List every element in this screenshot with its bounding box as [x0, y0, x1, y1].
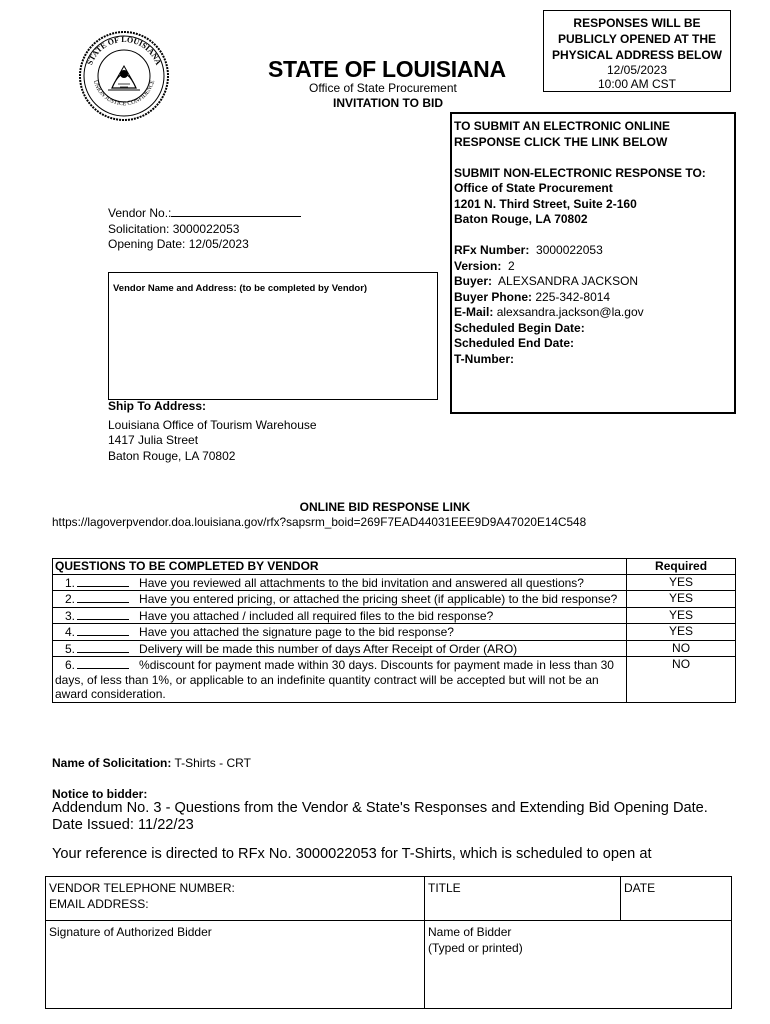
notice-line-2: Date Issued: 11/22/23 — [52, 817, 194, 833]
notice-line-3: Your reference is directed to RFx No. 3000022053 for T-Shirts, which is scheduled to open at — [52, 846, 652, 862]
electronic-line-1: TO SUBMIT AN ELECTRONIC ONLINE — [454, 119, 670, 133]
table-row — [53, 607, 736, 624]
table-row — [46, 877, 732, 921]
table-row — [53, 657, 736, 703]
required-value: NO — [627, 657, 736, 703]
question-number: 1. — [65, 575, 76, 590]
answer-field[interactable] — [77, 591, 129, 603]
address-line-2: 1201 N. Third Street, Suite 2-160 — [454, 196, 637, 211]
answer-field[interactable] — [77, 608, 129, 620]
t-number-row: T-Number: — [454, 351, 514, 366]
bidder-name-cell[interactable] — [425, 921, 732, 1009]
table-row — [53, 574, 736, 591]
table-row — [53, 591, 736, 608]
question-number: 3. — [65, 608, 76, 623]
vendor-address-box[interactable] — [108, 272, 438, 400]
title-label: TITLE — [428, 881, 461, 895]
buyer-phone-row: Buyer Phone: 225-342-8014 — [454, 289, 611, 304]
solicitation-name-label: Name of Solicitation: — [52, 756, 172, 770]
vendor-phone-label: VENDOR TELEPHONE NUMBER: — [49, 881, 235, 895]
address-line-3: Baton Rouge, LA 70802 — [454, 212, 588, 226]
opening-date: 12/05/2023 — [606, 63, 668, 77]
version-row: Version: 2 — [454, 258, 515, 273]
ship-to-line-3: Baton Rouge, LA 70802 — [108, 448, 236, 463]
answer-field[interactable] — [77, 657, 129, 669]
online-link-url[interactable]: https://lagoverpvendor.doa.louisiana.gov/rfx?sapsrm_boid=269F7EAD44031EEE9D9A47020E14C548 — [52, 515, 587, 529]
svg-text:UNION JUSTICE CONFIDENCE: UNION JUSTICE CONFIDENCE — [91, 79, 157, 108]
opening-time: 10:00 AM CST — [597, 77, 677, 91]
question-text: Have you attached the signature page to the bid response? — [139, 625, 454, 639]
question-number: 4. — [65, 625, 76, 639]
begin-date-row: Scheduled Begin Date: — [454, 320, 585, 335]
vendor-address-label: Vendor Name and Address: (to be completed by Vendor) — [113, 283, 368, 294]
required-value: YES — [627, 624, 736, 641]
submission-info-box — [450, 112, 736, 414]
vendor-no-field[interactable] — [171, 205, 301, 217]
question-text: %discount for payment made within 30 days. Discounts for payment made in less than 30 days, of less than 1%, or applicable to an indefinite quantity contract will be accepted but will not be an award consideration. — [55, 658, 614, 701]
question-number: 6. — [65, 658, 76, 672]
required-value: NO — [627, 640, 736, 657]
question-text: Have you attached / included all required files to the bid response? — [139, 608, 494, 623]
questions-header-row — [53, 559, 736, 575]
questions-table — [52, 558, 736, 703]
question-number: 5. — [65, 641, 76, 656]
question-text: Have you entered pricing, or attached the pricing sheet (if applicable) to the bid response? — [139, 592, 618, 606]
required-header: Required — [627, 559, 736, 575]
opening-date-row: Opening Date: 12/05/2023 — [108, 237, 249, 251]
state-title: STATE OF LOUISIANA — [268, 56, 506, 82]
answer-field[interactable] — [77, 624, 129, 636]
notice-line-1: Addendum No. 3 - Questions from the Vendor & State's Responses and Extending Bid Opening Date. — [52, 800, 708, 816]
vendor-no-row: Vendor No.: — [108, 205, 301, 222]
signature-cell[interactable] — [46, 921, 425, 1009]
table-row — [53, 624, 736, 641]
office-name: Office of State Procurement — [309, 81, 457, 95]
opening-notice-box — [543, 10, 731, 92]
bidder-name-label: Name of Bidder — [428, 925, 512, 939]
doc-type: INVITATION TO BID — [333, 96, 443, 110]
electronic-line-2: RESPONSE CLICK THE LINK BELOW — [454, 134, 668, 149]
address-line-1: Office of State Procurement — [454, 181, 613, 195]
end-date-row: Scheduled End Date: — [454, 336, 575, 350]
question-text: Delivery will be made this number of days After Receipt of Order (ARO) — [139, 641, 518, 656]
signature-table — [45, 876, 732, 1009]
online-link-label: ONLINE BID RESPONSE LINK — [299, 500, 471, 514]
vendor-contact-cell[interactable] — [46, 877, 425, 921]
rfx-number-row: RFx Number: 3000022053 — [454, 243, 603, 257]
question-text: Have you reviewed all attachments to the bid invitation and answered all questions? — [139, 575, 584, 590]
opening-line-1: RESPONSES WILL BE — [573, 16, 701, 30]
questions-header: QUESTIONS TO BE COMPLETED BY VENDOR — [53, 559, 627, 575]
ship-to-line-2: 1417 Julia Street — [108, 433, 199, 447]
vendor-info — [108, 205, 301, 253]
state-seal — [78, 30, 170, 122]
title-cell[interactable] — [425, 877, 621, 921]
svg-text:STATE OF LOUISIANA: STATE OF LOUISIANA — [85, 34, 163, 67]
answer-field[interactable] — [77, 641, 129, 653]
question-number: 2. — [65, 592, 76, 606]
ship-to-label: Ship To Address: — [108, 399, 207, 413]
required-value: YES — [627, 591, 736, 608]
table-row — [53, 640, 736, 657]
vendor-email-label: EMAIL ADDRESS: — [49, 896, 149, 911]
table-row — [46, 921, 732, 1009]
opening-line-2: PUBLICLY OPENED AT THE — [557, 32, 717, 46]
ship-to-line-1: Louisiana Office of Tourism Warehouse — [108, 417, 317, 432]
signature-label: Signature of Authorized Bidder — [49, 925, 212, 939]
notice-label: Notice to bidder: — [52, 787, 148, 801]
opening-line-3: PHYSICAL ADDRESS BELOW — [551, 48, 722, 62]
required-value: YES — [627, 607, 736, 624]
solicitation-row: Solicitation: 3000022053 — [108, 221, 240, 236]
date-cell[interactable] — [621, 877, 732, 921]
solicitation-name-row — [52, 756, 251, 770]
buyer-row: Buyer: ALEXSANDRA JACKSON — [454, 274, 639, 288]
required-value: YES — [627, 574, 736, 591]
non-electronic-heading: SUBMIT NON-ELECTRONIC RESPONSE TO: — [454, 165, 706, 180]
email-row: E-Mail: alexsandra.jackson@la.gov — [454, 305, 644, 319]
ship-to-address — [108, 399, 317, 464]
answer-field[interactable] — [77, 575, 129, 587]
solicitation-name-value: T-Shirts - CRT — [174, 756, 251, 770]
date-label: DATE — [624, 881, 656, 895]
bidder-name-sublabel: (Typed or printed) — [428, 940, 523, 955]
